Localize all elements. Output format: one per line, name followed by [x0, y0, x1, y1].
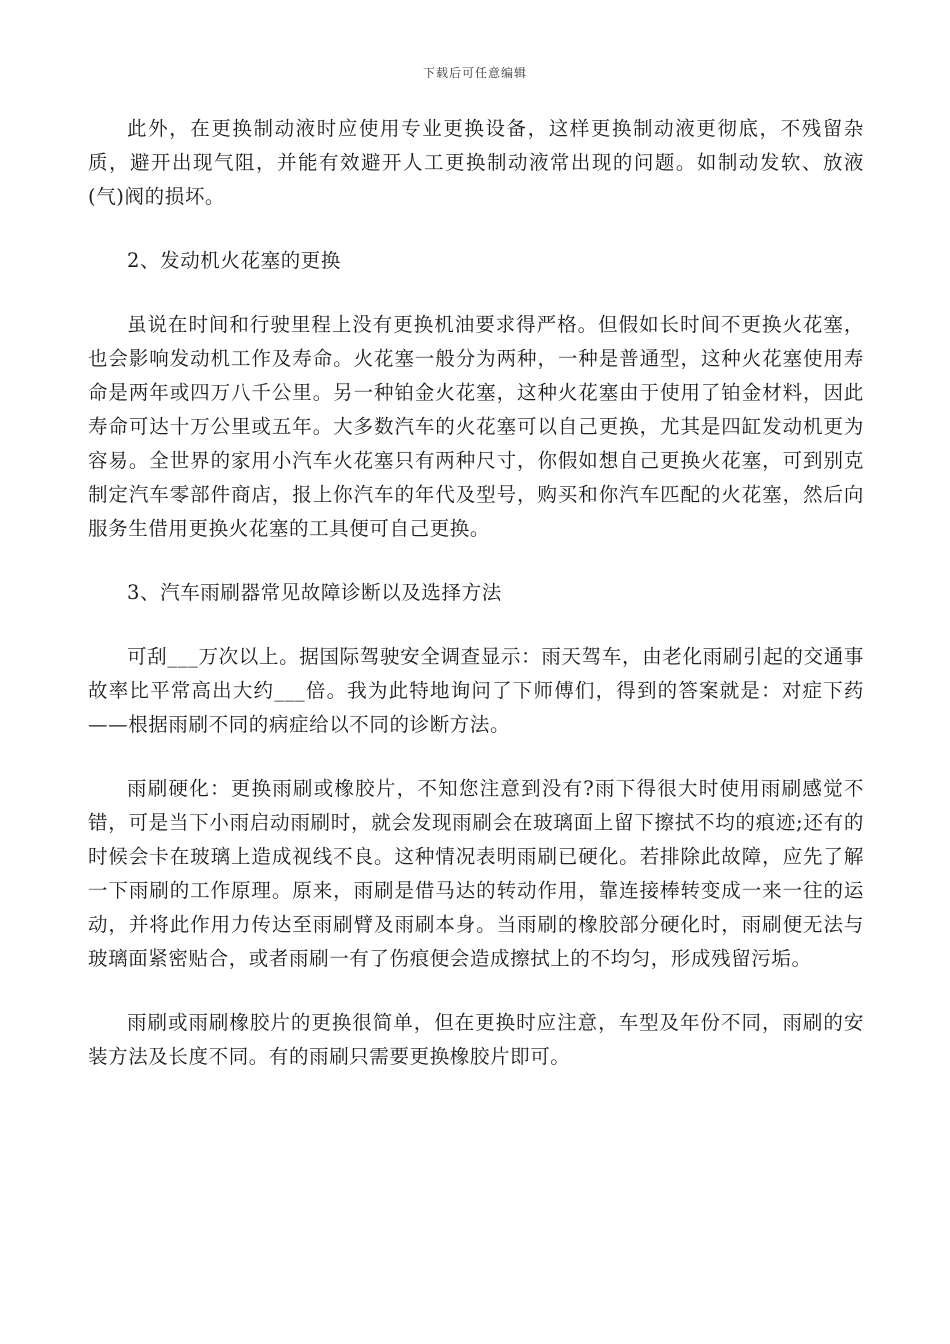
- page-header-note: 下载后可任意编辑: [422, 66, 527, 80]
- paragraph-spark-plug: 虽说在时间和行驶里程上没有更换机油要求得严格。但假如长时间不更换火花塞，也会影响发动机工作及寿命。火花塞一般分为两种，一种是普通型，这种火花塞使用寿命是两年或四万八千公里。另一种铂金火花塞，这种火花塞由于使用了铂金材料，因此寿命可达十万公里或五年。大多数汽车的火花塞可以自己更换，尤其是四缸发动机更为容易。全世界的家用小汽车火花塞只有两种尺寸，你假如想自己更换火花塞，可到别克制定汽车零部件商店，报上你汽车的年代及型号，购买和你汽车匹配的火花塞，然后向服务生借用更换火花塞的工具便可自己更换。: [88, 313, 864, 540]
- section-heading-wiper: 3、汽车雨刷器常见故障诊断以及选择方法: [127, 581, 502, 604]
- section-heading-spark-plug: 2、发动机火花塞的更换: [127, 249, 342, 272]
- paragraph-wiper-hardening: 雨刷硬化：更换雨刷或橡胶片，不知您注意到没有?雨下得很大时使用雨刷感觉不错，可是当下小雨启动雨刷时，就会发现雨刷会在玻璃面上留下擦拭不均的痕迹;还有的时候会卡在玻璃上造成视线不良。这种情况表明雨刷已硬化。若排除此故障，应先了解一下雨刷的工作原理。原来，雨刷是借马达的转动作用，靠连接棒转变成一来一往的运动，并将此作用力传达至雨刷臂及雨刷本身。当雨刷的橡胶部分硬化时，雨刷便无法与玻璃面紧密贴合，或者雨刷一有了伤痕便会造成擦拭上的不均匀，形成残留污垢。: [88, 777, 864, 970]
- document-body: [88, 112, 864, 1074]
- paragraph-wiper-intro: 可刮___万次以上。据国际驾驶安全调查显示：雨天驾车，由老化雨刷引起的交通事故率比平常高出大约___倍。我为此特地询问了下师傅们，得到的答案就是：对症下药——根据雨刷不同的病症给以不同的诊断方法。: [88, 645, 864, 736]
- paragraph-brake-fluid: 此外，在更换制动液时应使用专业更换设备，这样更换制动液更彻底，不残留杂质，避开出现气阻，并能有效避开人工更换制动液常出现的问题。如制动发软、放液(气)阀的损坏。: [88, 117, 864, 208]
- paragraph-wiper-replacement: 雨刷或雨刷橡胶片的更换很简单，但在更换时应注意，车型及年份不同，雨刷的安装方法及长度不同。有的雨刷只需要更换橡胶片即可。: [88, 1011, 864, 1068]
